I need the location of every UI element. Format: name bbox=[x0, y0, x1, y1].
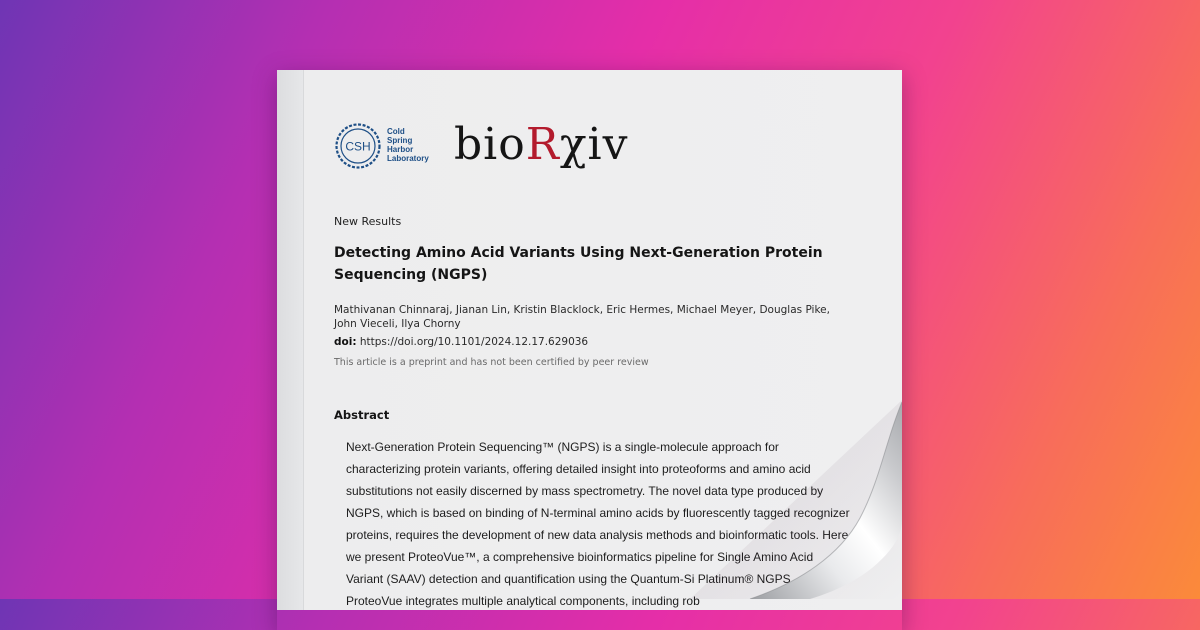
header-logos bbox=[334, 119, 664, 172]
page-curl bbox=[690, 400, 902, 599]
abstract-line: NGPS, which is based on binding of N-terminal amino acids by fluorescently tagged recognizer bbox=[346, 506, 850, 520]
doi-label: doi: bbox=[334, 336, 357, 348]
csh-wordmark bbox=[387, 127, 447, 163]
csh-seal-text: CSH bbox=[345, 139, 371, 154]
abstract-line: proteins, requires the development of new data analysis methods and bioinformatic tools. Here bbox=[346, 528, 849, 542]
csh-line: Laboratory bbox=[387, 154, 429, 163]
abstract-line: we present ProteoVue™, a comprehensive bioinformatics pipeline for Single Amino Acid bbox=[346, 550, 814, 564]
preprint-note: This article is a preprint and has not been certified by peer review bbox=[334, 357, 649, 368]
biorxiv-logo-r: R bbox=[525, 119, 560, 170]
csh-seal-logo bbox=[334, 122, 382, 170]
abstract-line: characterizing protein variants, offering detailed insight into proteoforms and amino acid bbox=[346, 462, 811, 476]
csh-line: Spring bbox=[387, 136, 413, 145]
abstract-line: ProteoVue integrates multiple analytical components, including rob bbox=[346, 594, 700, 608]
abstract-heading: Abstract bbox=[334, 408, 390, 422]
doi-link[interactable]: https://doi.org/10.1101/2024.12.17.629036 bbox=[359, 336, 589, 348]
section-label: New Results bbox=[334, 215, 402, 228]
article-title[interactable]: Detecting Amino Acid Variants Using Next-Generation Protein Sequencing (NGPS) bbox=[334, 245, 823, 283]
doi-line bbox=[334, 336, 588, 348]
csh-line: Cold bbox=[387, 127, 405, 136]
author-list: Mathivanan Chinnaraj, Jianan Lin, Kristin Blacklock, Eric Hermes, Michael Meyer, Douglas Pike, John Vieceli, Ilya Chorny bbox=[334, 304, 830, 330]
csh-line: Harbor bbox=[387, 145, 414, 154]
biorxiv-logo-bio: bio bbox=[454, 119, 526, 170]
abstract-line: substitutions not easily discerned by mass spectrometry. The novel data type produced by bbox=[346, 484, 824, 498]
biorxiv-logo bbox=[454, 120, 628, 170]
abstract-line: Next-Generation Protein Sequencing™ (NGPS) is a single-molecule approach for bbox=[346, 440, 779, 454]
biorxiv-logo-xiv: χiv bbox=[559, 119, 629, 170]
abstract-line: Variant (SAAV) detection and quantification using the Quantum-Si Platinum® NGPS bbox=[346, 572, 791, 586]
